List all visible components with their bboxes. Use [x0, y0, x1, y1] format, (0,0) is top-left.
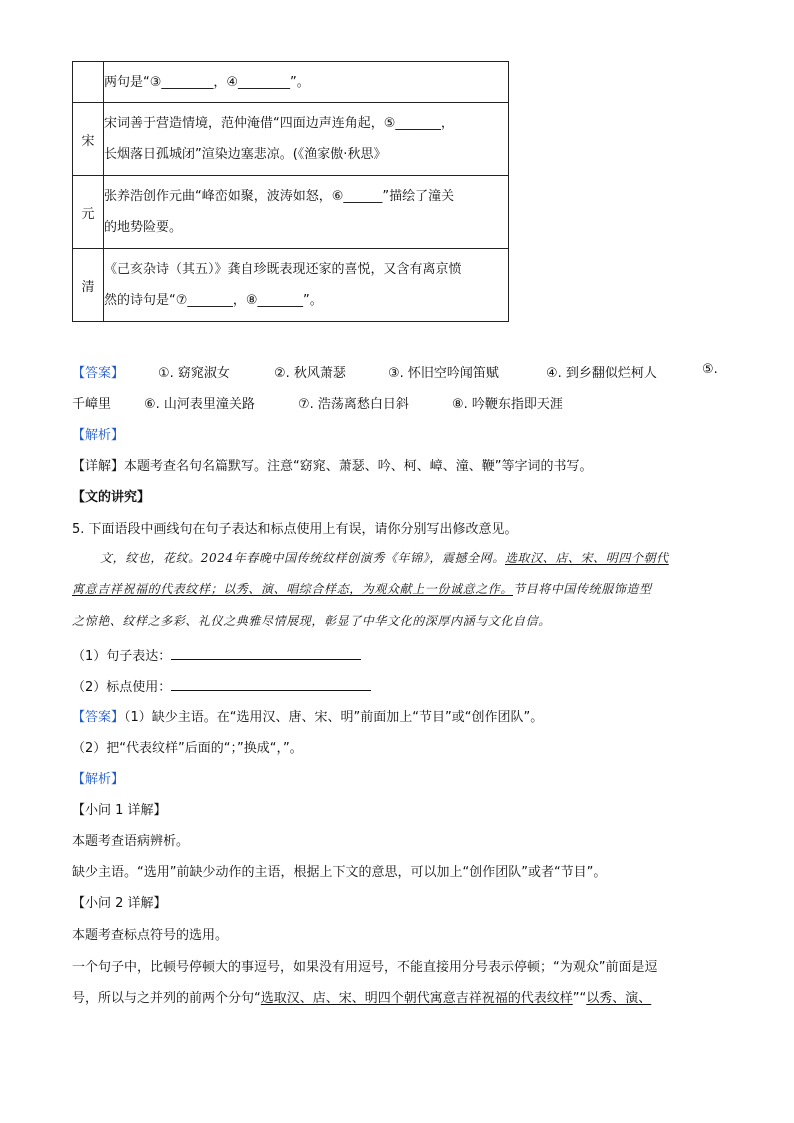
sub-question-label: （1）句子表达：	[72, 649, 172, 664]
underlined-quote: 以秀、演、	[586, 991, 652, 1006]
content-cell	[104, 103, 509, 176]
answer-line	[72, 706, 543, 725]
answer-blank[interactable]	[171, 647, 361, 660]
table-row	[73, 103, 509, 176]
underlined-quote: 选取汉、店、宋、明四个朝代寓意吉祥祝福的代表纹样	[260, 991, 573, 1006]
detail-text: 缺少主语。“选用”前缺少动作的主语，根据上下文的意思，可以加上“创作团队”或者“节目”。	[72, 865, 607, 880]
answer-item: ③. 怀旧空吟闻笛赋	[388, 366, 499, 381]
detail-text	[72, 987, 651, 1006]
analysis-tag: 【解析】	[72, 428, 125, 443]
sub-question-label: （2）标点使用：	[72, 680, 172, 695]
answer-item: ⑥. 山河表里潼关路	[144, 397, 255, 412]
dynasty-cell: 元	[73, 176, 104, 249]
sub-detail-tag: 【小问 2 详解】	[72, 896, 167, 911]
answer-item: ②. 秋风萧瑟	[274, 366, 346, 381]
table-row	[73, 176, 509, 249]
cell-line: 宋词善于营造情境，范仲淹借“四面边声连角起，⑤_______，	[104, 116, 454, 131]
content-cell	[104, 249, 509, 322]
underlined-sentence: 选取汉、店、宋、明四个朝代	[504, 551, 669, 565]
cell-line: 两句是“③________，④________”。	[104, 74, 310, 90]
underlined-sentence: 寓意吉祥祝福的代表纹样；以秀、演、唱综合样态，为观众献上一份诚意之作。	[72, 582, 514, 596]
cell-line: 张养浩创作元曲“峰峦如聚，波涛如怒，⑥______”描绘了潼关	[104, 189, 455, 204]
question-stem: 5. 下面语段中画线句在句子表达和标点使用上有误，请你分别写出修改意见。	[72, 522, 518, 537]
analysis-detail: 【详解】本题考查名句名篇默写。注意“窈窕、萧瑟、吟、柯、嶂、潼、鞭”等字词的书写。	[72, 459, 593, 474]
poem-table	[72, 61, 509, 322]
cell-line: 长烟落日孤城闭”渲染边塞悲凉。(《渔家傲·秋思》	[104, 147, 387, 162]
cell-line: 的地势险要。	[104, 220, 183, 235]
answer-item: ⑧. 吟鞭东指即天涯	[452, 397, 563, 412]
answer-line: （2）把“代表纹样”后面的“；”换成“，”。	[72, 741, 303, 756]
answer-tag: 【答案】	[72, 366, 125, 381]
analysis-tag: 【解析】	[72, 772, 125, 787]
answer-item: ⑤.	[702, 362, 718, 377]
content-cell	[104, 176, 509, 249]
dynasty-cell	[73, 62, 104, 103]
dynasty-cell: 清	[73, 249, 104, 322]
detail-text: 本题考查语病辨析。	[72, 834, 190, 849]
answer-item: ④. 到乡翻似烂柯人	[546, 366, 657, 381]
passage-line	[100, 549, 669, 566]
section-title: 【文的讲究】	[72, 490, 151, 505]
answer-tag: 【答案】	[72, 710, 125, 725]
answer-item: 千嶂里	[72, 397, 112, 412]
passage-text: 文，纹也，花纹。2024年春晚中国传统纹样创演秀《年锦》，震撼全网。	[100, 551, 505, 565]
table-row	[73, 249, 509, 322]
answer-text: （1）缺少主语。在“选用汉、唐、宋、明”前面加上“节目”或“创作团队”。	[124, 710, 544, 725]
detail-fragment: ”“	[572, 991, 587, 1006]
passage-line: 之惊艳、纹样之多彩、礼仪之典雅尽情展现，彰显了中华文化的深厚内涵与文化自信。	[72, 614, 551, 628]
detail-fragment: 号，所以与之并列的前两个分句“	[72, 991, 261, 1006]
answer-item: ①. 窈窕淑女	[158, 366, 230, 381]
detail-text: 一个句子中，比顿号停顿大的事逗号，如果没有用逗号，不能直接用分号表示停顿；“为观众”前面是逗	[72, 960, 658, 975]
content-cell	[104, 62, 509, 103]
cell-line: 然的诗句是“⑦_______，⑧_______”。	[104, 293, 323, 308]
answer-blank[interactable]	[171, 678, 371, 691]
passage-text: 节目将中国传统服饰造型	[513, 582, 652, 596]
sub-detail-tag: 【小问 1 详解】	[72, 803, 167, 818]
detail-text: 本题考查标点符号的选用。	[72, 928, 229, 943]
cell-line: 《己亥杂诗（其五）》龚自珍既表现还家的喜悦，又含有离京愤	[104, 262, 462, 277]
dynasty-cell: 宋	[73, 103, 104, 176]
table-row	[73, 62, 509, 103]
answer-item: ⑦. 浩荡离愁白日斜	[298, 397, 409, 412]
passage-line	[72, 580, 652, 597]
sub-question-1	[72, 645, 361, 664]
sub-question-2	[72, 676, 371, 695]
